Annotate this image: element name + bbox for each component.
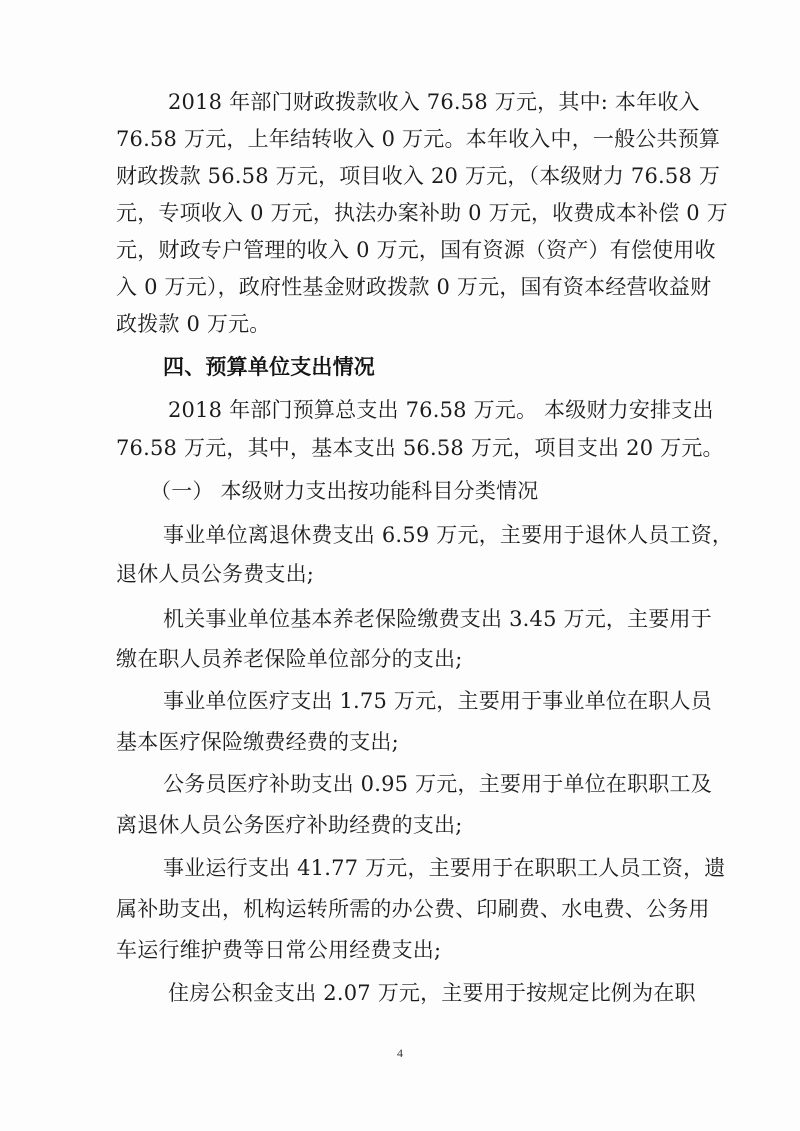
text-line-12: 事业单位离退休费支出 6.59 万元，主要用于退休人员工资， [163, 523, 734, 547]
text-line-17: 基本医疗保险缴费经费的支出; [116, 730, 399, 754]
text-line-3: 财政拨款 56.58 万元，项目收入 20 万元，（本级财力 76.58 万 [116, 164, 721, 188]
text-line-2: 76.58 万元，上年结转收入 0 万元。本年收入中，一般公共预算 [116, 127, 721, 151]
text-line-14: 机关事业单位基本养老保险缴费支出 3.45 万元，主要用于 [163, 607, 712, 631]
section-heading: 四、预算单位支出情况 [163, 355, 375, 379]
text-line-13: 退休人员公务费支出; [116, 562, 315, 586]
text-line-1: 2018 年部门财政拨款收入 76.58 万元，其中: 本年收入 [168, 90, 700, 114]
text-line-16: 事业单位医疗支出 1.75 万元，主要用于事业单位在职人员 [163, 689, 712, 713]
text-line-6: 入 0 万元），政府性基金财政拨款 0 万元，国有资本经营收益财 [116, 275, 712, 299]
text-line-19: 离退休人员公务医疗补助经费的支出; [116, 813, 463, 837]
text-line-7: 政拨款 0 万元。 [116, 312, 271, 336]
subsection-heading: （一） 本级财力支出按功能科目分类情况 [150, 479, 539, 503]
text-line-15: 缴在职人员养老保险单位部分的支出; [116, 647, 463, 671]
page-number: 4 [397, 1046, 403, 1060]
text-line-4: 元，专项收入 0 万元，执法办案补助 0 万元，收费成本补偿 0 万 [116, 201, 728, 225]
text-line-21: 属补助支出，机构运转所需的办公费、印刷费、水电费、公务用 [116, 897, 710, 921]
text-line-23: 住房公积金支出 2.07 万元，主要用于按规定比例为在职 [168, 981, 696, 1005]
text-line-18: 公务员医疗补助支出 0.95 万元，主要用于单位在职职工及 [163, 772, 712, 796]
text-line-22: 车运行维护费等日常公用经费支出; [116, 938, 442, 962]
text-line-20: 事业运行支出 41.77 万元，主要用于在职职工人员工资，遗 [163, 856, 726, 880]
text-line-9: 2018 年部门预算总支出 76.58 万元。 本级财力安排支出 [168, 398, 714, 422]
text-line-10: 76.58 万元，其中，基本支出 56.58 万元，项目支出 20 万元。 [116, 436, 724, 460]
text-line-5: 元，财政专户管理的收入 0 万元，国有资源（资产）有偿使用收 [116, 238, 716, 262]
